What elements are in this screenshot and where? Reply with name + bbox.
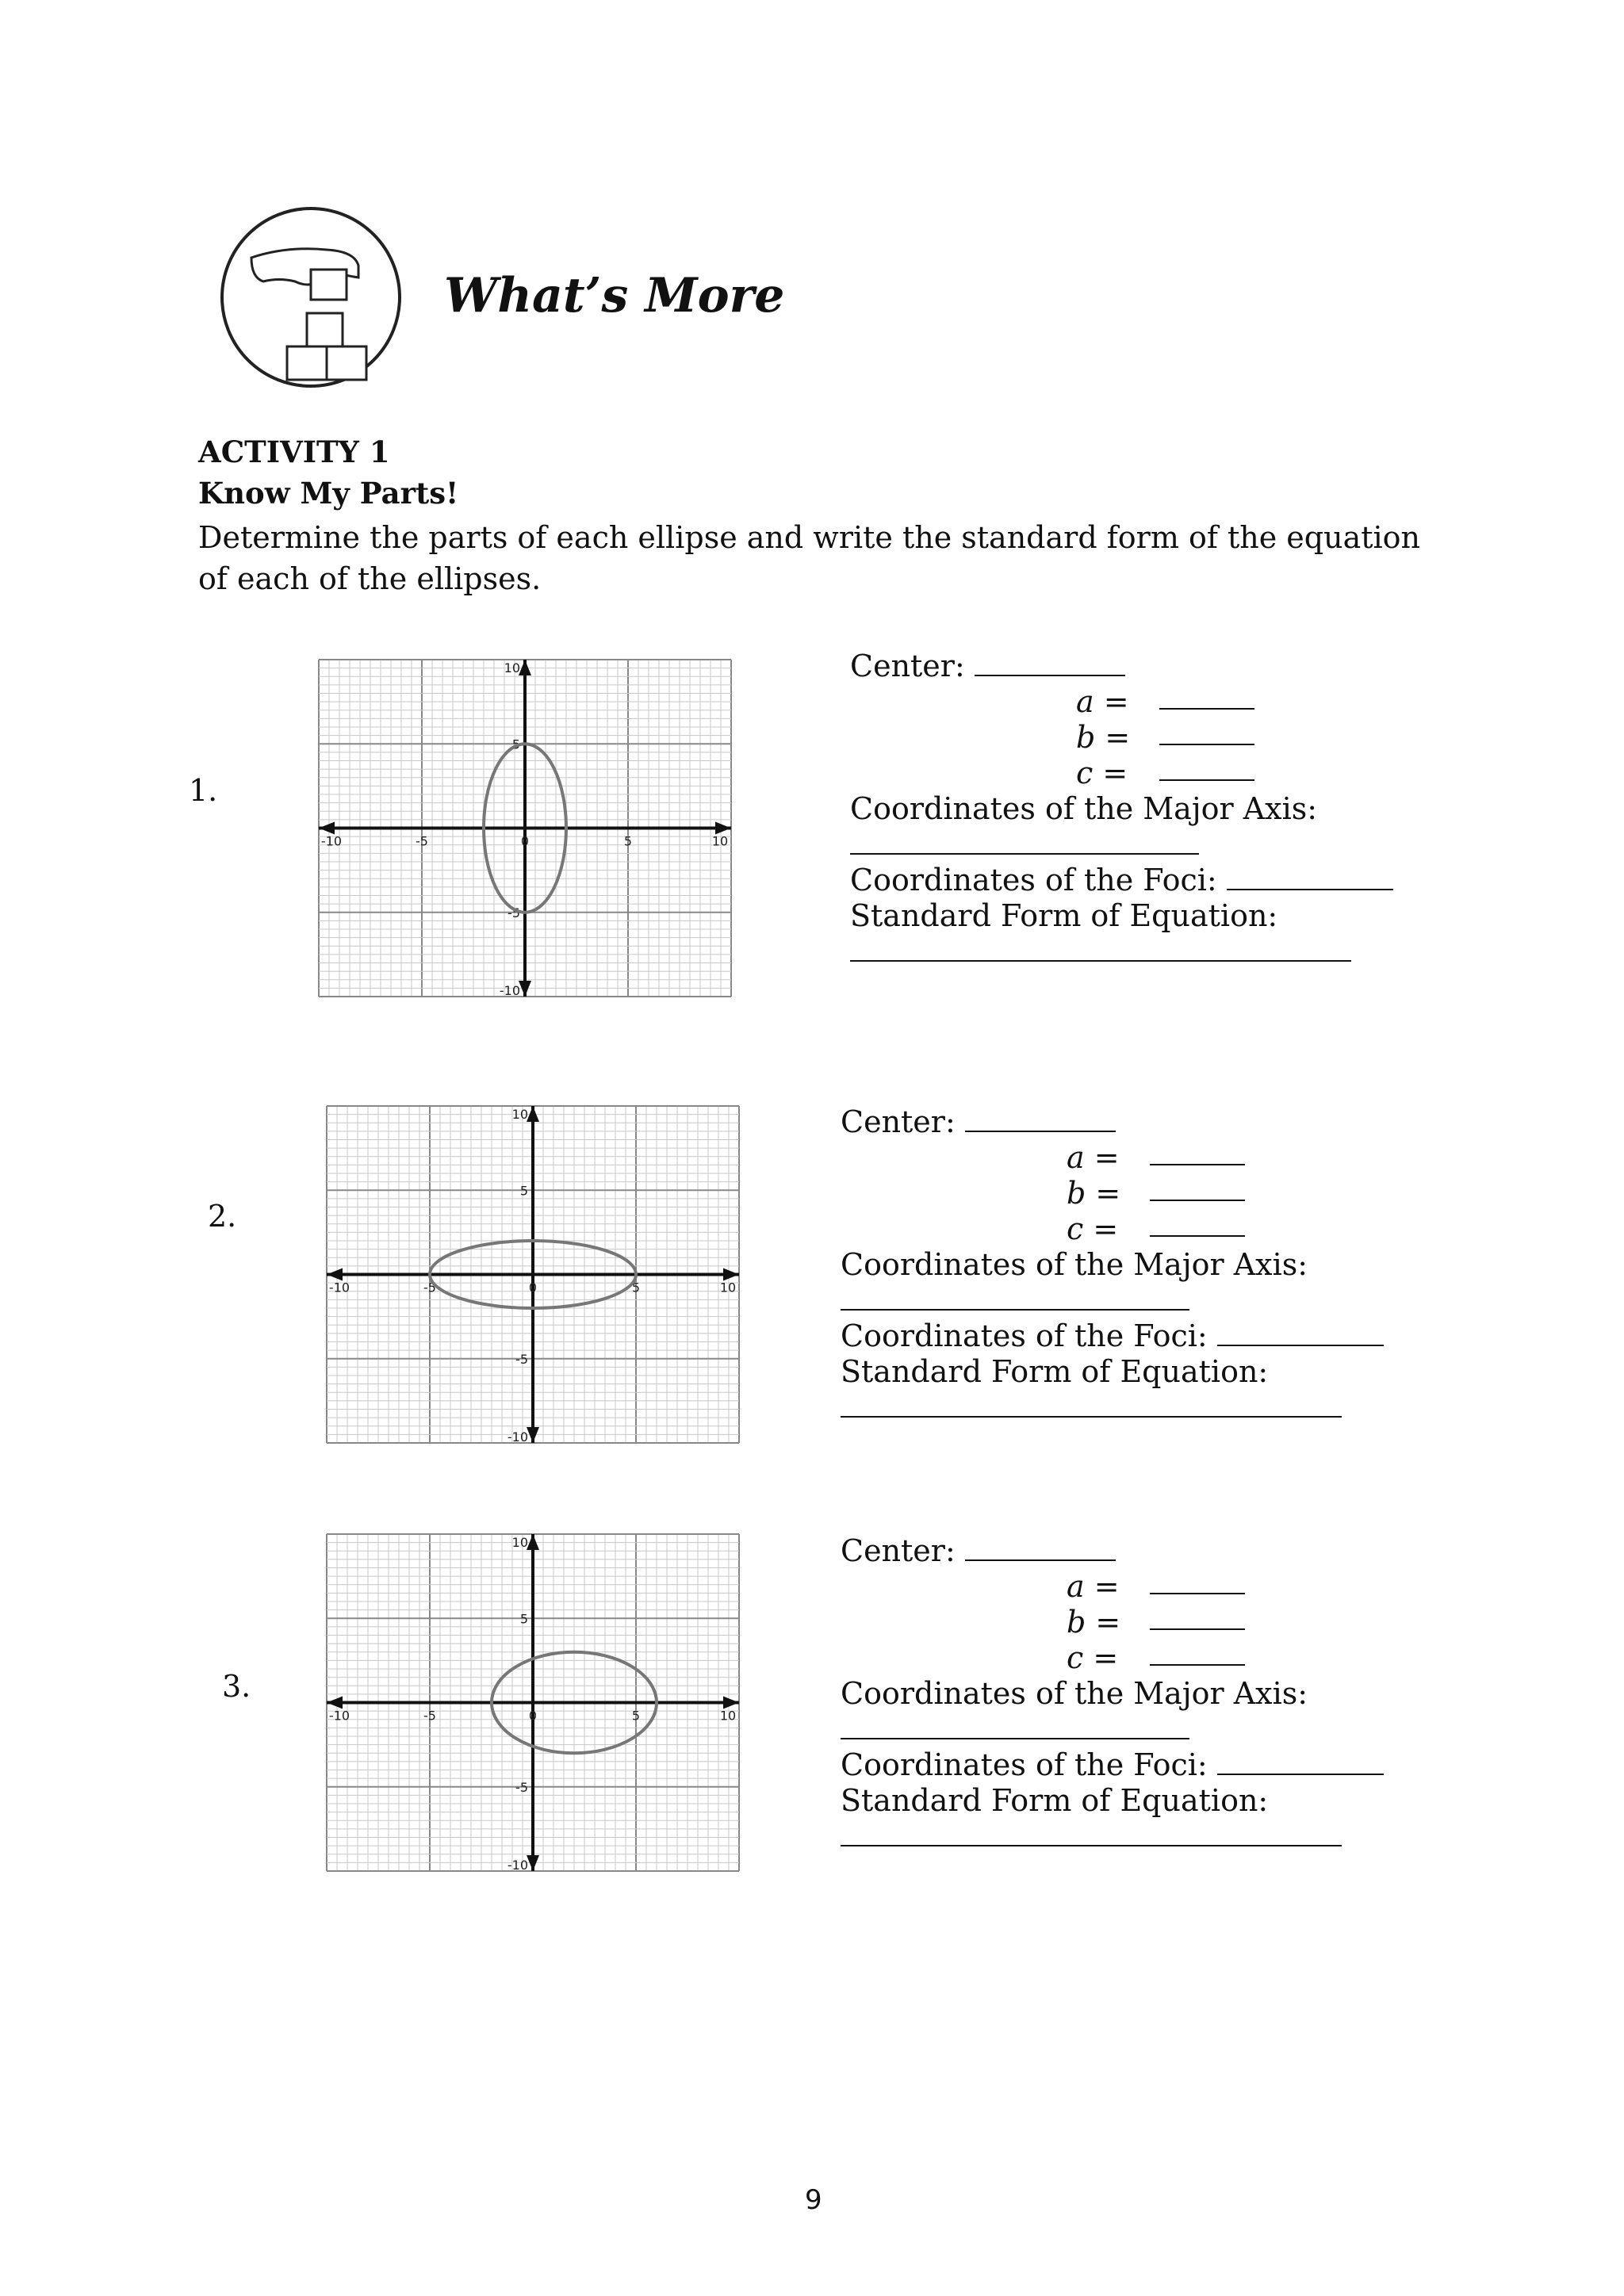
y-tick-label: 10	[504, 660, 520, 675]
y-tick-label: 10	[511, 1535, 528, 1550]
x-tick-label: 10	[719, 1708, 737, 1724]
activity-label: ACTIVITY 1	[198, 434, 390, 469]
foci-answer-blank[interactable]	[1227, 865, 1393, 890]
x-tick-label: 5	[623, 833, 633, 849]
x-axis-arrow	[327, 1697, 343, 1709]
a-label: a =	[1076, 684, 1129, 719]
standard-form-answer-blank[interactable]	[850, 936, 1351, 962]
y-axis-arrow	[527, 1106, 539, 1122]
y-tick-label: -10	[507, 1858, 528, 1873]
foci-label: Coordinates of the Foci:	[841, 1318, 1208, 1353]
problem-number: 3.	[222, 1669, 251, 1704]
standard-form-answer-blank[interactable]	[841, 1392, 1342, 1418]
center-label: Center:	[850, 649, 965, 683]
x-tick-label: -10	[328, 1708, 350, 1724]
foci-label: Coordinates of the Foci:	[850, 863, 1217, 897]
standard-form-label: Standard Form of Equation:	[850, 898, 1278, 933]
center-answer-blank[interactable]	[965, 1536, 1116, 1561]
y-tick-label: 5	[511, 737, 520, 752]
c-label: c =	[1076, 756, 1128, 790]
answer-panel-1	[850, 649, 1393, 970]
a-label: a =	[1067, 1569, 1120, 1604]
problem-number: 2.	[208, 1199, 237, 1234]
x-tick-label: -10	[320, 833, 343, 849]
major-axis-answer-blank[interactable]	[850, 829, 1199, 855]
major-axis-answer-blank[interactable]	[841, 1285, 1189, 1311]
x-tick-label: 10	[719, 1280, 737, 1295]
y-tick-label: 5	[519, 1183, 528, 1199]
c-label: c =	[1067, 1211, 1119, 1246]
c-answer-blank[interactable]	[1150, 1211, 1245, 1237]
y-tick-label: -5	[515, 1779, 528, 1795]
x-tick-label: -10	[328, 1280, 350, 1295]
major-axis-label: Coordinates of the Major Axis:	[850, 791, 1318, 826]
c-label: c =	[1067, 1640, 1119, 1675]
y-tick-label: -10	[507, 1429, 528, 1445]
x-tick-label: -5	[423, 1708, 436, 1724]
major-axis-label: Coordinates of the Major Axis:	[841, 1676, 1308, 1711]
b-answer-blank[interactable]	[1150, 1605, 1245, 1630]
y-tick-label: -10	[499, 983, 520, 998]
x-tick-label: 0	[528, 1280, 538, 1295]
answer-panel-2	[841, 1104, 1384, 1425]
x-axis-arrow	[723, 1697, 739, 1709]
a-answer-blank[interactable]	[1150, 1569, 1245, 1594]
y-tick-label: -5	[515, 1351, 528, 1367]
x-tick-label: -5	[423, 1280, 436, 1295]
center-answer-blank[interactable]	[975, 651, 1125, 676]
y-axis-arrow	[527, 1427, 539, 1443]
ellipse-graph-2	[319, 1098, 747, 1451]
a-answer-blank[interactable]	[1159, 684, 1254, 710]
x-tick-label: -5	[416, 833, 428, 849]
a-label: a =	[1067, 1140, 1120, 1175]
foci-label: Coordinates of the Foci:	[841, 1747, 1208, 1782]
standard-form-label: Standard Form of Equation:	[841, 1354, 1269, 1389]
foci-answer-blank[interactable]	[1217, 1750, 1384, 1775]
y-axis-arrow	[527, 1855, 539, 1871]
y-axis-arrow	[519, 660, 531, 675]
b-label: b =	[1067, 1605, 1121, 1640]
x-tick-label: 10	[711, 833, 729, 849]
b-label: b =	[1067, 1176, 1121, 1211]
x-axis-arrow	[723, 1269, 739, 1281]
foci-answer-blank[interactable]	[1217, 1321, 1384, 1346]
major-axis-answer-blank[interactable]	[841, 1714, 1189, 1739]
x-tick-label: 5	[631, 1280, 641, 1295]
b-answer-blank[interactable]	[1150, 1176, 1245, 1201]
standard-form-answer-blank[interactable]	[841, 1821, 1342, 1846]
x-tick-label: 0	[528, 1708, 538, 1724]
y-axis-arrow	[527, 1534, 539, 1550]
answer-panel-3	[841, 1533, 1384, 1854]
hand-stacking-blocks-icon	[216, 202, 406, 392]
center-label: Center:	[841, 1533, 956, 1568]
x-axis-arrow	[319, 822, 335, 835]
ellipse-graph-1	[311, 652, 739, 1004]
page-number: 9	[805, 2184, 822, 2216]
activity-instructions: Determine the parts of each ellipse and write the standard form of the equation of each of the ellipses.	[198, 520, 1421, 596]
a-answer-blank[interactable]	[1150, 1140, 1245, 1165]
b-answer-blank[interactable]	[1159, 720, 1254, 745]
x-tick-label: 5	[631, 1708, 641, 1724]
y-tick-label: -5	[508, 905, 520, 920]
x-axis-arrow	[715, 822, 731, 835]
y-axis-arrow	[519, 981, 531, 997]
c-answer-blank[interactable]	[1150, 1640, 1245, 1666]
section-title: What’s More	[444, 268, 785, 323]
c-answer-blank[interactable]	[1159, 756, 1254, 781]
standard-form-label: Standard Form of Equation:	[841, 1783, 1269, 1818]
y-tick-label: 10	[511, 1107, 528, 1122]
major-axis-label: Coordinates of the Major Axis:	[841, 1247, 1308, 1282]
center-answer-blank[interactable]	[965, 1107, 1116, 1132]
x-tick-label: 0	[520, 833, 530, 849]
y-tick-label: 5	[519, 1611, 528, 1627]
center-label: Center:	[841, 1104, 956, 1139]
b-label: b =	[1076, 720, 1131, 755]
ellipse-graph-3	[319, 1526, 747, 1879]
problem-number: 1.	[189, 773, 218, 808]
x-axis-arrow	[327, 1269, 343, 1281]
activity-subtitle: Know My Parts!	[198, 476, 459, 511]
